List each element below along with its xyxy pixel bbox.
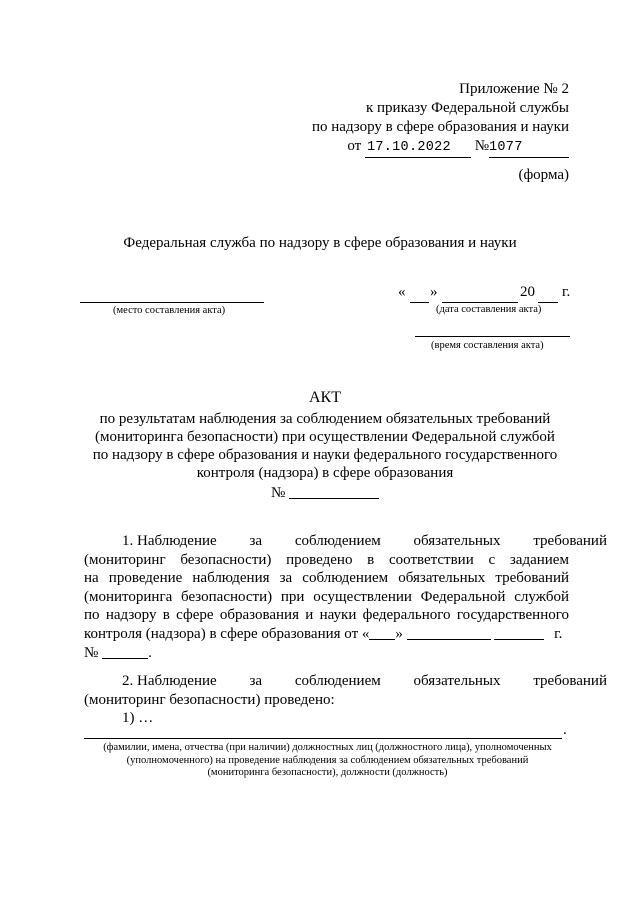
p1-row-2 <box>84 551 569 570</box>
paragraph-1 <box>84 532 607 662</box>
date-year-line <box>538 302 558 303</box>
p2-item-1: 1) … <box>122 710 154 727</box>
service-name: Федеральная служба по надзору в сфере образования и науки <box>123 235 517 251</box>
p1-row-7 <box>84 644 569 663</box>
footnote-line-3: (мониторинга безопасности), должности (должность) <box>207 767 448 778</box>
date-year-suffix: г. <box>562 284 571 300</box>
p1-row-4: (мониторинга безопасности) при осуществлении Федеральной службой <box>84 588 569 605</box>
footnote-line-2: (уполномоченного) на проведение наблюдения за соблюдением обязательных требований <box>126 754 529 766</box>
act-title: АКТ <box>309 389 341 406</box>
order-date-line <box>347 137 569 158</box>
p1-year-blank <box>494 626 544 640</box>
p1-row-6 <box>84 625 569 644</box>
date-close-quote: » <box>430 284 438 300</box>
p1-word: заданием <box>509 551 569 568</box>
p2-row-2: (мониторинг безопасности) проведено: <box>84 691 335 708</box>
p2-word: требований <box>533 673 607 689</box>
act-title-block <box>80 388 570 502</box>
date-caption: (дата составления акта) <box>436 304 542 315</box>
p1-word: в <box>367 551 375 568</box>
paragraph-2 <box>84 672 607 728</box>
p2-fill-line <box>84 738 562 739</box>
p1-row-1 <box>84 532 607 551</box>
appendix-number: Приложение № 2 <box>459 81 569 97</box>
p1-row-5: по надзору в сфере образования и науки федерального государственного <box>84 607 569 624</box>
p1-word: обязательных <box>413 533 501 549</box>
footnote-caption <box>80 742 575 780</box>
act-title-line-1: по результатам наблюдения за соблюдением обязательных требований <box>99 411 551 427</box>
p1-day-blank <box>369 626 395 640</box>
time-line <box>415 336 570 337</box>
p2-word: обязательных <box>413 673 501 689</box>
p1-row-6-text: контроля (надзора) в сфере образования от <box>84 625 359 642</box>
p1-word: за <box>249 533 263 549</box>
p1-word: безопасности) <box>180 551 272 568</box>
p1-word: проведено <box>286 551 353 568</box>
place-line <box>80 302 264 303</box>
place-caption: (место составления акта) <box>113 305 226 316</box>
date-day-line <box>410 302 429 303</box>
order-date: 17.10.2022 <box>365 138 471 158</box>
p2-line-end: . <box>563 722 567 738</box>
time-caption: (время составления акта) <box>431 340 544 351</box>
p1-number-blank <box>102 645 148 659</box>
p1-number-sign: № <box>84 644 99 661</box>
p1-year-suffix: г. <box>554 625 563 642</box>
p1-word: с <box>488 551 496 568</box>
act-title-line-4: контроля (надзора) в сфере образования <box>196 465 454 481</box>
appendix-service: по надзору в сфере образования и науки <box>311 119 569 135</box>
p1-word: 1. Наблюдение <box>122 533 217 549</box>
act-number-line <box>80 484 570 502</box>
act-number-blank <box>289 484 379 499</box>
p1-word: соответствии <box>388 551 474 568</box>
form-label: (форма) <box>518 167 569 183</box>
p1-row-7-end: . <box>148 644 152 661</box>
order-number: 1077 <box>489 138 569 158</box>
p2-row-1 <box>84 672 607 691</box>
p2-word: соблюдением <box>294 673 381 689</box>
date-month-line <box>442 302 518 303</box>
p1-close-quote: » <box>395 625 403 642</box>
order-prefix: от <box>347 138 362 154</box>
date-open-quote: « <box>398 284 406 300</box>
p1-word: (мониторинг <box>84 551 166 568</box>
act-title-line-3: по надзору в сфере образования и науки федерального государственного <box>92 447 558 463</box>
date-year-prefix: 20 <box>520 284 535 300</box>
p2-word: 2. Наблюдение <box>122 673 217 689</box>
act-number-sign: № <box>270 485 286 501</box>
appendix-order-ref: к приказу Федеральной службы <box>365 100 569 116</box>
p1-open-quote: « <box>361 625 370 642</box>
p1-row-3: на проведение наблюдения за соблюдением обязательных требований <box>84 570 569 587</box>
act-title-line-2: (мониторинга безопасности) при осуществлении Федеральной службой <box>95 429 555 445</box>
order-number-sign: № <box>474 138 489 154</box>
p1-word: соблюдением <box>294 533 381 549</box>
p1-word: требований <box>533 533 607 549</box>
p1-month-blank <box>407 626 491 640</box>
footnote-line-1: (фамилии, имена, отчества (при наличии) должностных лиц (должностного лица), уполномоченных <box>103 742 552 753</box>
p2-word: за <box>249 673 263 689</box>
